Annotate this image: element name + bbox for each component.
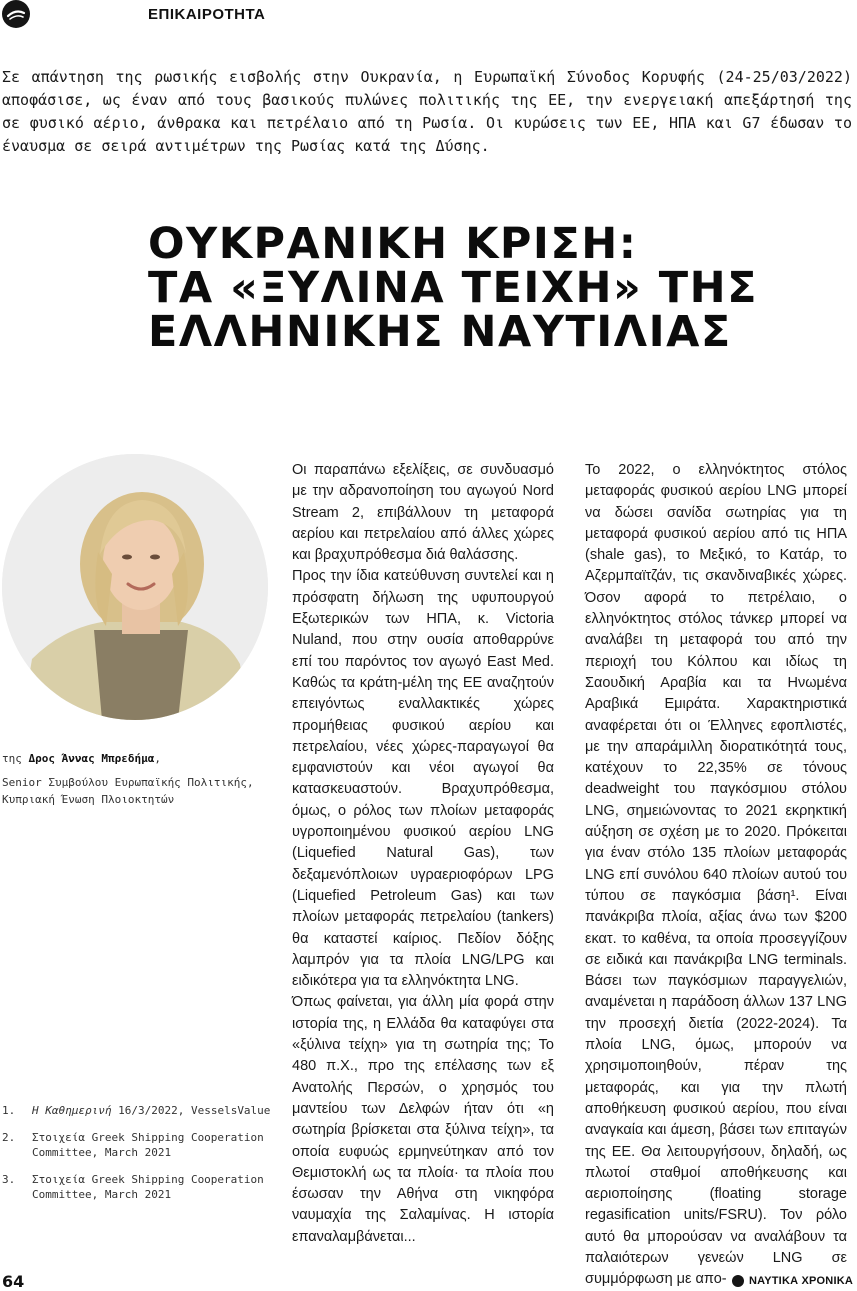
body-paragraph: Προς την ίδια κατεύθυνση συντελεί και η πρόσφατη δήλωση της υφυπουργού Εξωτερικών των ΗΠΑ, κ. Victoria Nuland, που στην ουσία αποθαρρύνε επί του παρόντος τον αγωγό East Med. Καθώς τα κράτη-μέλη της ΕΕ αναζητούν επειγόντως εναλλακτικές χώρες προμήθειας φυσικού αερίου και πετρελαίου, νέες χώρες-παραγωγοί θα εμφανιστούν και νέοι αγωγοί θα κατασκευαστούν. Βραχυπρόθεσμα, όμως, ο ρόλος των πλοίων μεταφοράς υγροποιημένου φυσικού αερίου LNG (Liquefied Natural Gas), των δεξαμενόπλοιων υγραεριοφόρων LPG (Liquefied Petroleum Gas) και των πλοίων μεταφοράς πετρελαίου (tankers) θα καταστεί καίριος. Πεδίον δόξης λαμπρόν για τα πλοία LNG/LPG και ειδικότερα για τα ελληνόκτητα LNG.: [292, 568, 554, 990]
body-paragraph: Όπως φαίνεται, για άλλη μία φορά στην ιστορία της, η Ελλάδα θα καταφύγει στα «ξύλινα τείχη» για τη σωτηρία της; Το 480 π.Χ., προ της επέλασης των εξ Ανατολής Περσών, ο χρησμός του μαντείου των Δελφών ήταν ότι «η σωτηρία βρίσκεται στα ξύλινα τείχη», τα οποία ευφυώς ερμηνεύτηκαν από τον Θεμιστοκλή ως τα πλοία· τα πλοία που έσωσαν την Αθήνα στη νικηφόρα ναυμαχία της Σαλαμίνας. Η ιστορία επαναλαμβάνεται...: [292, 994, 554, 1245]
brand-name: ΝΑΥΤΙΚΑ ΧΡΟΝΙΚΑ: [748, 1275, 853, 1287]
author-suffix: ,: [154, 752, 161, 765]
headline-line-3: ΕΛΛΗΝΙΚΗΣ ΝΑΥΤΙΛΙΑΣ: [148, 307, 732, 357]
page-number: 64: [2, 1272, 25, 1291]
footnote: [2, 1130, 278, 1160]
footnote-number: 1.: [2, 1104, 16, 1117]
author-prefix: της: [2, 752, 22, 765]
body-paragraph: Το 2022, ο ελληνόκτητος στόλος μεταφοράς φυσικού αερίου LNG μπορεί να δώσει σανίδα σωτηρίας για τη μεταφορά φυσικού αερίου από τις ΗΠΑ (shale gas), το Μεξικό, το Κατάρ, το Αζερμπαϊτζάν, τις σκανδιναβικές χώρες. Όσον αφορά το πετρέλαιο, ο ελληνόκτητος στόλος τάνκερ μπορεί να αναλάβει τη μεταφορά του από την περιοχή του Κόλπου και ιδίως τη Σαουδική Αραβία και τα Ηνωμένα Αραβικά Εμιράτα. Χαρακτηριστικά αναφέρεται ότι οι Έλληνες εφοπλιστές, με την απαράμιλλη διορατικότητά τους, κατέχουν το 22,35% σε τόνους deadweight του παγκόσμιου στόλου LNG, σημειώνοντας το 2021 εκρηκτική αύξηση σε σχέση με το 2020. Πρόκειται για έναν στόλο 135 πλοίων μεταφοράς LNG επί συνόλου 640 πλοίων αυτού του τύπου σε παγκόσμια βάση¹. Είναι πανάκριβα πλοία, αξίας άνω των $200 εκατ. το καθένα, τα οποία προσεγγίζουν σε ειδικά και πανάκριβα LNG terminals. Βάσει των παγκόσμιων παραγγελιών, αναμένεται η παράδοση άλλων 137 LNG την προσεχή διετία (2022-2024). Τα πλοία LNG, όμως, μπορούν να χρησιμοποιηθούν, πέραν της μεταφοράς, και για την πλωτή αποθήκευση φυσικού αερίου, που είναι αναγκαία και άμεση, βάσει των επιταγών της ΕΕ. Θα λειτουργήσουν, δηλαδή, ως πλωτοί σταθμοί αποθήκευσης και αεριοποίησης (floating storage regasification units/FSRU). Τον ρόλο αυτό θα μπορούσαν να αναλάβουν τα παλαιότερων γενεών LNG σε συμμόρφωση με απο-: [585, 462, 847, 1288]
footnote-text: Στοιχεία Greek Shipping Cooperation Committee, March 2021: [32, 1131, 264, 1159]
headline-line-1: ΟΥΚΡΑΝΙΚΗ ΚΡΙΣΗ:: [148, 219, 638, 269]
magazine-logo-icon: [2, 0, 30, 28]
body-paragraph: Οι παραπάνω εξελίξεις, σε συνδυασμό με την αδρανοποίηση του αγωγού Nord Stream 2, επιβάλλουν τη μεταφορά αερίου και πετρελαίου από άλλες χώρες και βραχυπρόθεσμα διά θαλάσσης.: [292, 462, 554, 564]
article-headline: [148, 219, 848, 357]
article-column-1: [292, 460, 554, 1248]
footnote-text: Στοιχεία Greek Shipping Cooperation Committee, March 2021: [32, 1173, 264, 1201]
publication-brand: [732, 1275, 853, 1287]
brand-logo-icon: [732, 1275, 744, 1287]
footnote-number: 3.: [2, 1173, 16, 1186]
intro-paragraph: Σε απάντηση της ρωσικής εισβολής στην Ουκρανία, η Ευρωπαϊκή Σύνοδος Κορυφής (24-25/03/2022) αποφάσισε, ως έναν από τους βασικούς πυλώνες πολιτικής της ΕΕ, την ενεργειακή απεξάρτησή της σε φυσικό αέριο, άνθρακα και πετρέλαιο από τη Ρωσία. Οι κυρώσεις των ΕΕ, ΗΠΑ και G7 έδωσαν το έναυσμα σε σειρά αντιμέτρων της Ρωσίας κατά της Δύσης.: [2, 68, 852, 155]
author-name: Δρος Άννας Μπρεδήμα: [28, 752, 155, 765]
section-tag: ΕΠΙΚΑΙΡΟΤΗΤΑ: [148, 6, 266, 23]
article-column-2: [585, 460, 847, 1291]
footnote: [2, 1103, 278, 1118]
footnote-source-title: Η Καθημερινή: [32, 1104, 112, 1117]
footnote-number: 2.: [2, 1131, 16, 1144]
author-byline: [2, 750, 272, 808]
headline-line-2: ΤΑ «ΞΥΛΙΝΑ ΤΕΙΧΗ» ΤΗΣ: [148, 263, 758, 313]
author-role: Senior Συμβούλου Ευρωπαϊκής Πολιτικής, Κυπριακή Ένωση Πλοιοκτητών: [2, 776, 254, 806]
footnotes: [2, 1103, 278, 1214]
author-photo: [2, 454, 268, 720]
footnote-text: 16/3/2022, VesselsValue: [111, 1104, 271, 1117]
footnote: [2, 1172, 278, 1202]
